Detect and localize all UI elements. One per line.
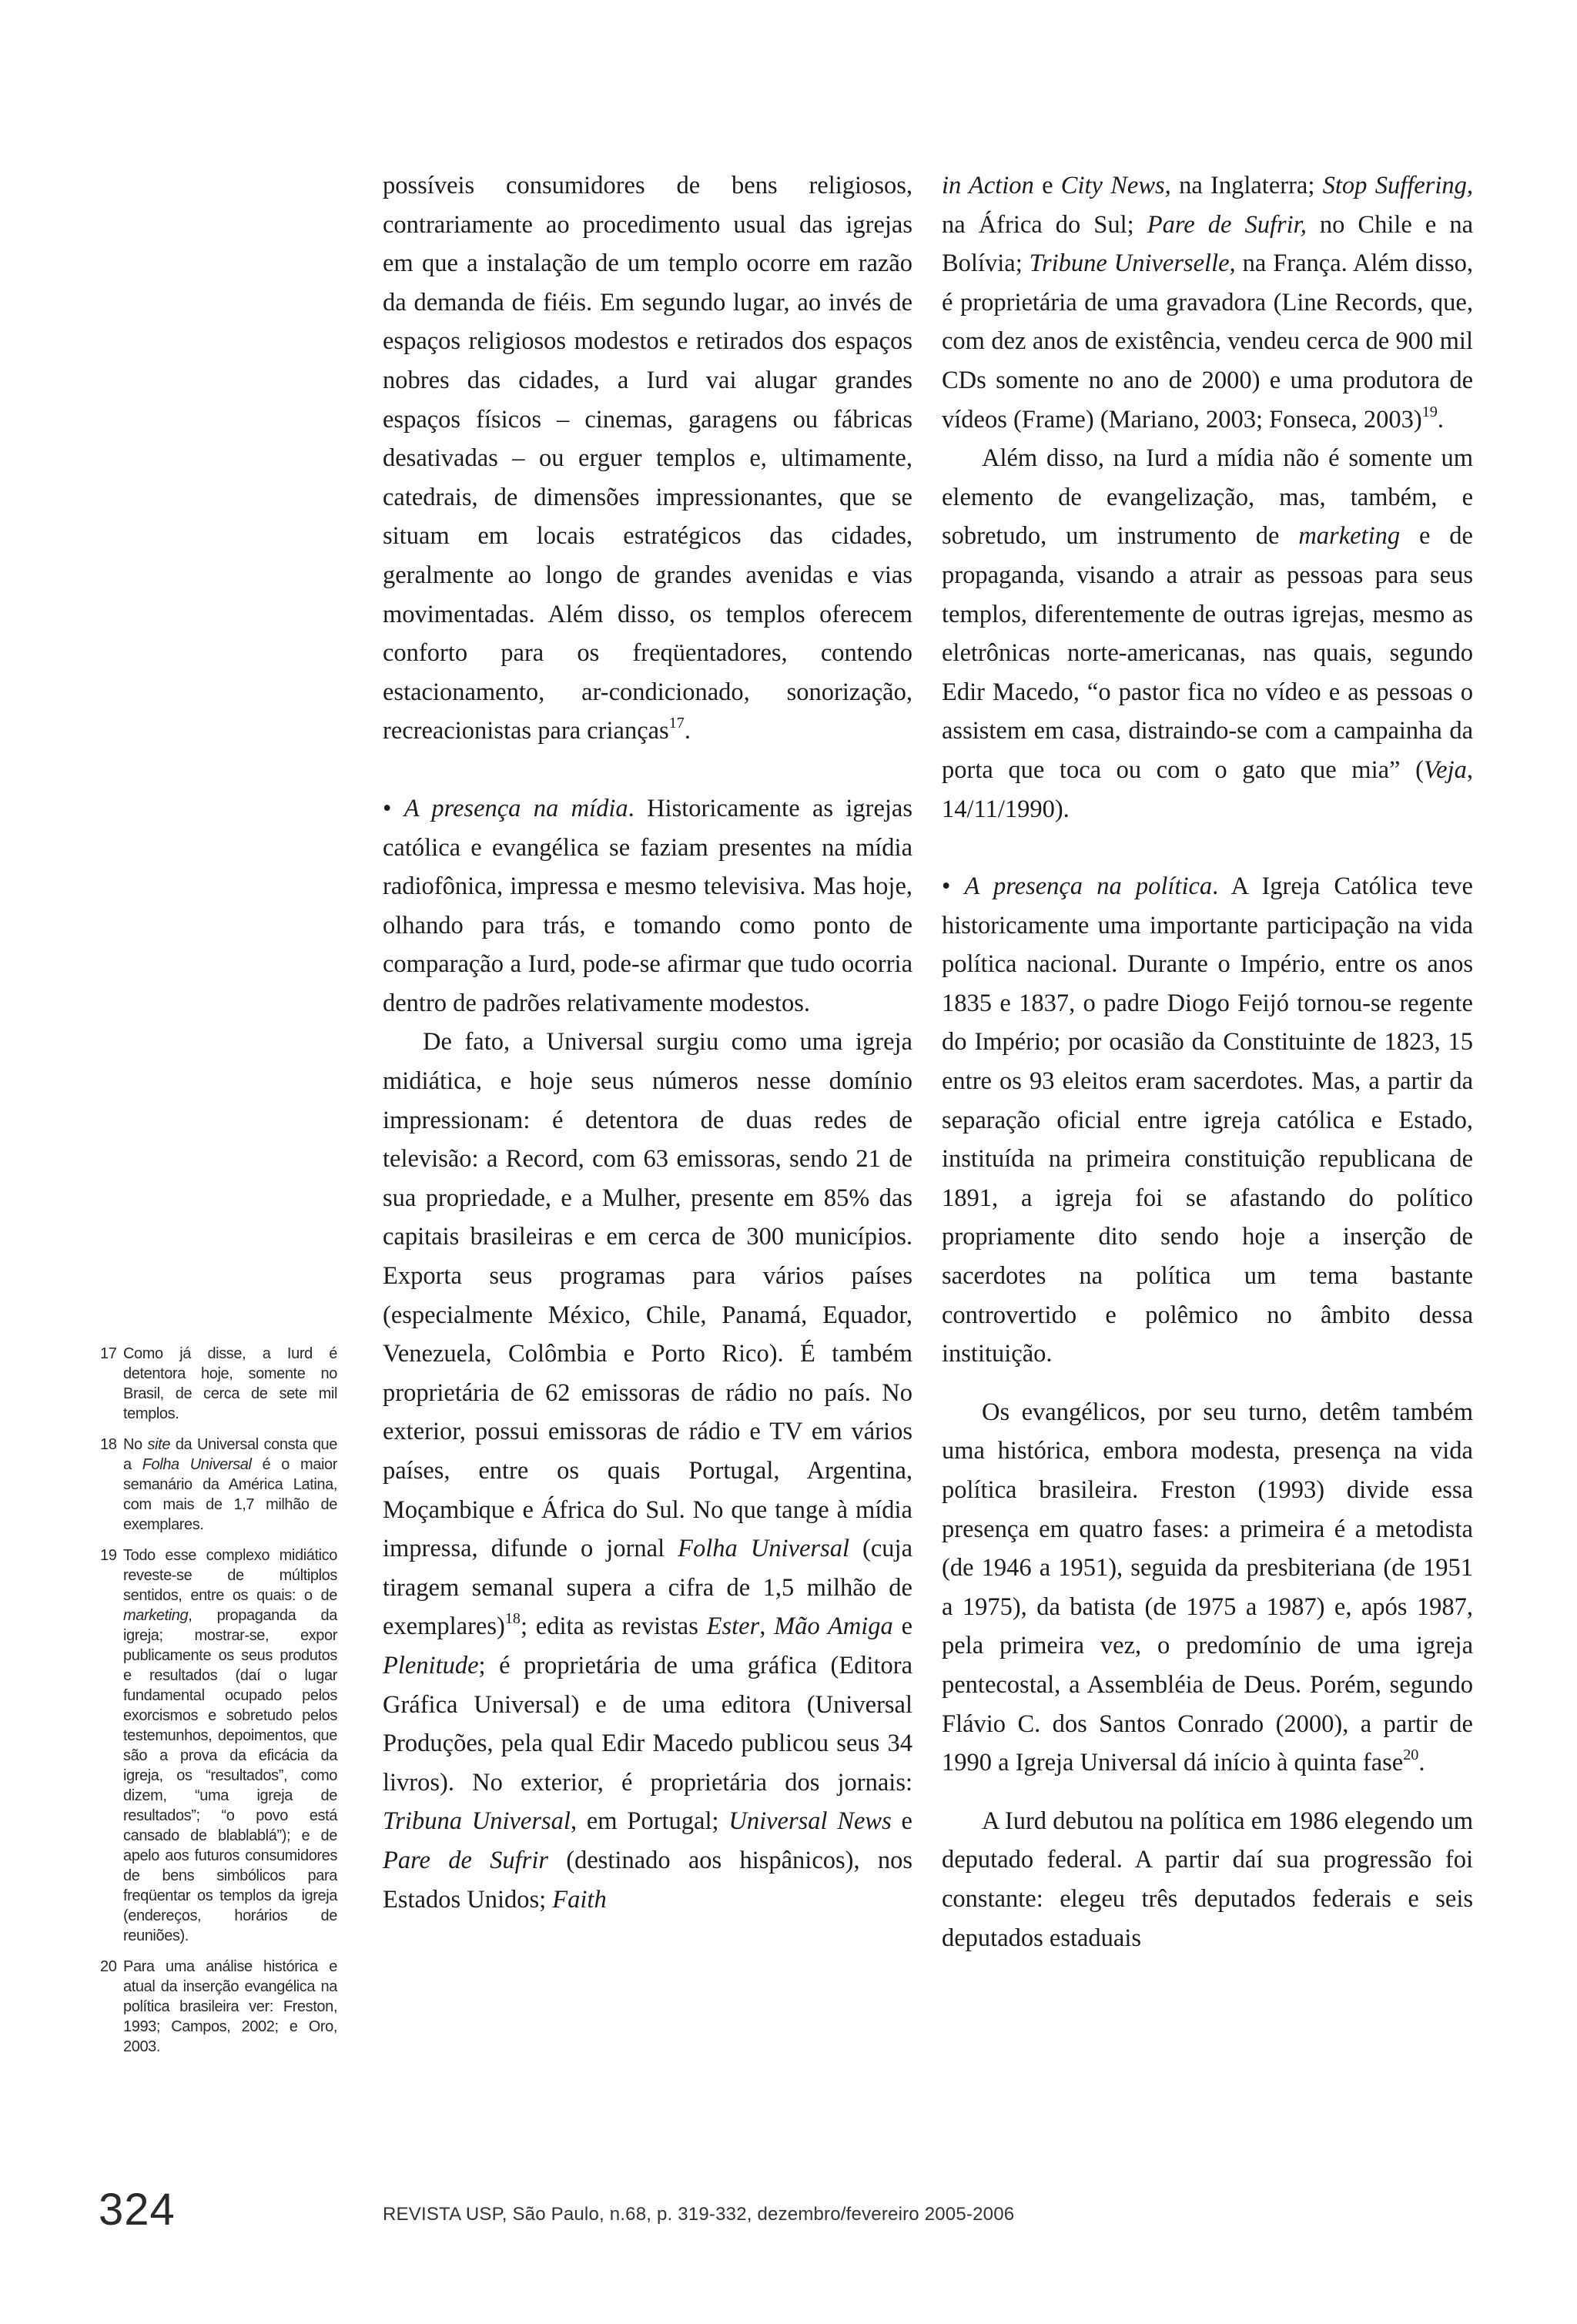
footnote-ref: 17	[668, 715, 685, 732]
paragraph: A Iurd debutou na política em 1986 elegendo um deputado federal. A partir daí sua progressão foi constante: elegeu três deputados federais e seis deputados estaduais	[942, 1807, 1473, 1952]
footnote-text: Como já disse, a Iurd é detentora hoje, somente no Brasil, de cerca de sete mil templos.	[123, 1345, 337, 1422]
footnote-ref: 18	[504, 1610, 521, 1628]
footnote-number: 18	[100, 1436, 117, 1453]
section-heading: A presença na política	[964, 872, 1213, 901]
footnote-text: No site da Universal consta que a Folha Universal é o maior semanário da América Latina, com mais de 1,7 milhão de exemplares.	[123, 1436, 337, 1533]
paragraph: Os evangélicos, por seu turno, detêm também uma histórica, embora modesta, presença na vida política brasileira. Freston (1993) divide essa presença em quatro fases: a primeira é a metodista (de 1946 a 1951), seguida da presbiteriana (de 1951 a 1975), da batista (de 1975 a 1987) e, após 1987, pela primeira vez, o predomínio de uma igreja pentecostal, a Assembléia de Deus. Porém, segundo Flávio C. dos Santos Conrado (2000), a partir de 1990 a Igreja Universal dá início à quinta fase$^{20}$.	[942, 1398, 1473, 1777]
footnote-20	[100, 1957, 337, 2057]
footnote-18	[100, 1435, 337, 1535]
paragraph: in Action e City News, na Inglaterra; Stop Suffering, na África do Sul; Pare de Sufrir, no Chile e na Bolívia; Tribune Universelle, na França. Além disso, é proprietária de uma gravadora (Line Records, que, com dez anos de existência, vendeu cerca de 900 mil CDs somente no ano de 2000) e uma produtora de vídeos (Frame) (Mariano, 2003; Fonseca, 2003)$^{19}$.	[942, 172, 1473, 434]
body-column-middle	[383, 166, 912, 1919]
footnote-19	[100, 1545, 337, 1946]
footnote-number: 17	[100, 1345, 117, 1362]
section-heading: A presença na mídia	[403, 794, 628, 822]
footnote-ref: 19	[1421, 403, 1438, 420]
footnotes	[100, 1344, 337, 2068]
paragraph: De fato, a Universal surgiu como uma igreja midiática, e hoje seus números nesse domínio impressionam: é detentora de duas redes de televisão: a Record, com 63 emissoras, sendo 21 de sua propriedade, e a Mulher, presente em 85% das capitais brasileiras e em cerca de 300 municípios. Exporta seus programas para vários países (especialmente México, Chile, Panamá, Equador, Venezuela, Colômbia e Porto Rico). É também proprietária de 62 emissoras de rádio no país. No exterior, possui emissoras de rádio e TV em vários países, entre os quais Portugal, Argentina, Moçambique e África do Sul. No que tange à mídia impressa, difunde o jornal Folha Universal (cuja tiragem semanal supera a cifra de 1,5 milhão de exemplares)$^{18}$; edita as revistas Ester, Mão Amiga e Plenitude; é proprietária de uma gráfica (Editora Gráfica Universal) e de uma editora (Universal Produções, pela qual Edir Macedo publicou seus 34 livros). No exterior, é proprietária dos jornais: Tribuna Universal, em Portugal; Universal News e Pare de Sufrir (destinado aos hispânicos), nos Estados Unidos; Faith	[383, 1028, 913, 1914]
paragraph: Além disso, na Iurd a mídia não é somente um elemento de evangelização, mas, também, e sobretudo, um instrumento de marketing e de propaganda, visando a atrair as pessoas para seus templos, diferentemente de outras igrejas, mesmo as eletrônicas norte-americanas, nas quais, segundo Edir Macedo, “o pastor fica no vídeo e as pessoas o assistem em casa, distraindo-se com a campainha da porta que toca ou com o gato que mia” (Veja, 14/11/1990).	[942, 444, 1473, 823]
running-footer: REVISTA USP, São Paulo, n.68, p. 319-332, dezembro/fevereiro 2005-2006	[383, 2204, 1015, 2225]
footnote-number: 20	[100, 1958, 117, 1975]
footnote-text: Para uma análise histórica e atual da inserção evangélica na política brasileira ver: Freston, 1993; Campos, 2002; e Oro, 2003.	[123, 1958, 337, 2055]
footnote-ref: 20	[1403, 1746, 1419, 1764]
footnote-text: Todo esse complexo midiático reveste-se de múltiplos sentidos, entre os quais: o de marketing, propaganda da igreja; mostrar-se, expor publicamente os seus produtos e resultados (daí o lugar fundamental ocupado pelos exorcismos e sobretudo pelos testemunhos, depoimentos, que são a prova da eficácia da igreja, os “resultados”, como dizem, “uma igreja de resultados”; “o povo está cansado de blablablá”); e de apelo aos futuros consumidores de bens simbólicos para freqüentar os templos da igreja (endereços, horários de reuniões).	[123, 1547, 337, 1944]
footnote-17	[100, 1344, 337, 1424]
footnote-number: 19	[100, 1547, 117, 1564]
paragraph: possíveis consumidores de bens religiosos, contrariamente ao procedimento usual das igrejas em que a instalação de um templo ocorre em razão da demanda de fiéis. Em segundo lugar, ao invés de espaços religiosos modestos e retirados dos espaços nobres das cidades, a Iurd vai alugar grandes espaços físicos – cinemas, garagens ou fábricas desativadas – ou erguer templos e, ultimamente, catedrais, de dimensões impressionantes, que se situam em locais estratégicos das cidades, geralmente ao longo de grandes avenidas e vias movimentadas. Além disso, os templos oferecem conforto para os freqüentadores, contendo estacionamento, ar-condicionado, sonorização, recreacionistas para crianças$^{17}$.	[383, 172, 912, 745]
page-number: 324	[99, 2185, 176, 2235]
section-paragraph-media: • A presença na mídia. Historicamente as igrejas católica e evangélica se faziam presentes na mídia radiofônica, impressa e mesmo televisiva. Mas hoje, olhando para trás, e tomando como ponto de comparação a Iurd, pode-se afirmar que tudo ocorria dentro de padrões relativamente modestos.	[383, 794, 912, 1017]
section-paragraph-politics: • A presença na política. A Igreja Católica teve historicamente uma importante participação na vida política nacional. Durante o Império, entre os anos 1835 e 1837, o padre Diogo Feijó tornou-se regente do Império; por ocasião da Constituinte de 1823, 15 entre os 93 eleitos eram sacerdotes. Mas, a partir da separação oficial entre igreja católica e Estado, instituída na primeira constituição republicana de 1891, a igreja foi se afastando do político propriamente dito sendo hoje a inserção de sacerdotes na política um tema bastante controvertido e polêmico no âmbito dessa instituição.	[942, 872, 1473, 1368]
body-column-right	[942, 166, 1473, 1957]
